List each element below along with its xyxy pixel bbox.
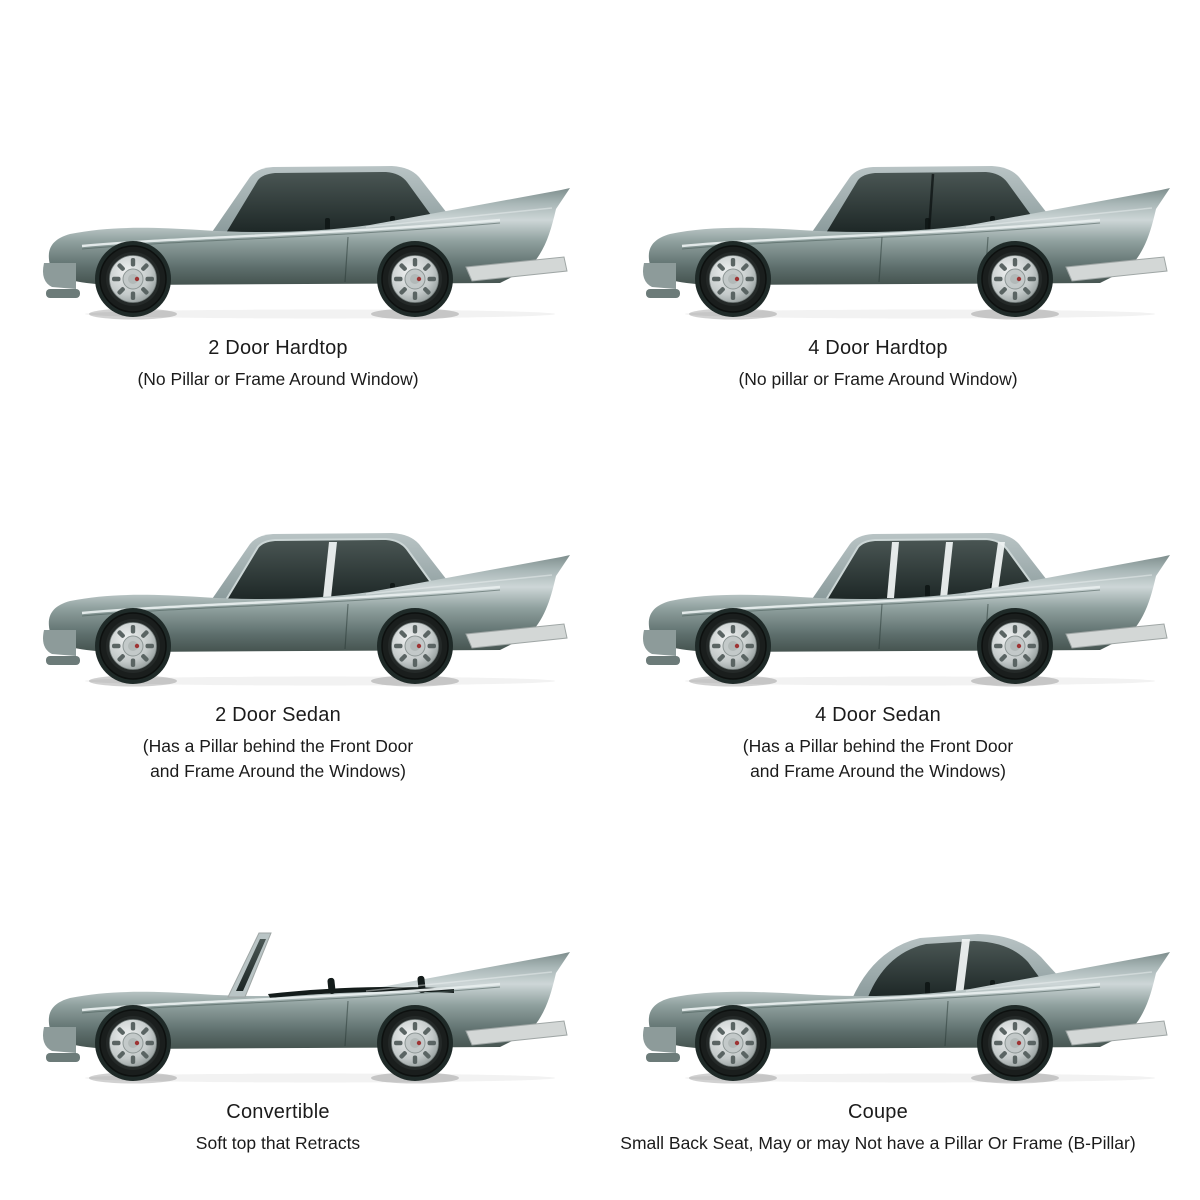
car-description-line: (Has a Pillar behind the Front Door (142, 736, 414, 756)
car-description-line: Small Back Seat, May or may Not have a Pillar Or Frame (B-Pillar) (620, 1133, 1136, 1153)
car-description-line: and Frame Around the Windows) (750, 761, 1006, 781)
car-illustration-2-door-hardtop (30, 113, 570, 325)
caption-4-door-sedan (743, 702, 1013, 784)
car-description (738, 367, 1017, 392)
car-illustration-4-door-sedan (630, 480, 1170, 692)
car-title: Coupe (848, 1101, 908, 1123)
caption-2-door-hardtop (137, 335, 418, 392)
car-cell-2-door-hardtop (0, 22, 600, 400)
car-title: 2 Door Sedan (215, 704, 341, 726)
car-title: 4 Door Hardtop (808, 337, 948, 359)
car-title: 4 Door Sedan (815, 704, 941, 726)
car-description (137, 367, 418, 392)
car-description-line: (No Pillar or Frame Around Window) (137, 369, 419, 389)
car-cell-4-door-hardtop (600, 22, 1200, 400)
car-cell-coupe (600, 792, 1200, 1164)
caption-convertible (196, 1099, 360, 1156)
caption-coupe (620, 1099, 1135, 1156)
car-description (743, 734, 1013, 784)
car-description (143, 734, 413, 784)
car-description (196, 1131, 360, 1156)
car-description-line: Soft top that Retracts (195, 1133, 361, 1153)
caption-2-door-sedan (143, 702, 413, 784)
caption-4-door-hardtop (738, 335, 1017, 392)
car-illustration-2-door-sedan (30, 480, 570, 692)
car-description-line: (Has a Pillar behind the Front Door (742, 736, 1014, 756)
car-illustration-coupe (630, 877, 1170, 1089)
car-cell-2-door-sedan (0, 400, 600, 792)
car-description (620, 1131, 1135, 1156)
car-title: Convertible (226, 1101, 330, 1123)
car-title: 2 Door Hardtop (208, 337, 348, 359)
car-description-line: (No pillar or Frame Around Window) (738, 369, 1018, 389)
car-illustration-convertible (30, 877, 570, 1089)
car-description-line: and Frame Around the Windows) (150, 761, 406, 781)
car-cell-4-door-sedan (600, 400, 1200, 792)
car-illustration-4-door-hardtop (630, 113, 1170, 325)
car-cell-convertible (0, 792, 600, 1164)
